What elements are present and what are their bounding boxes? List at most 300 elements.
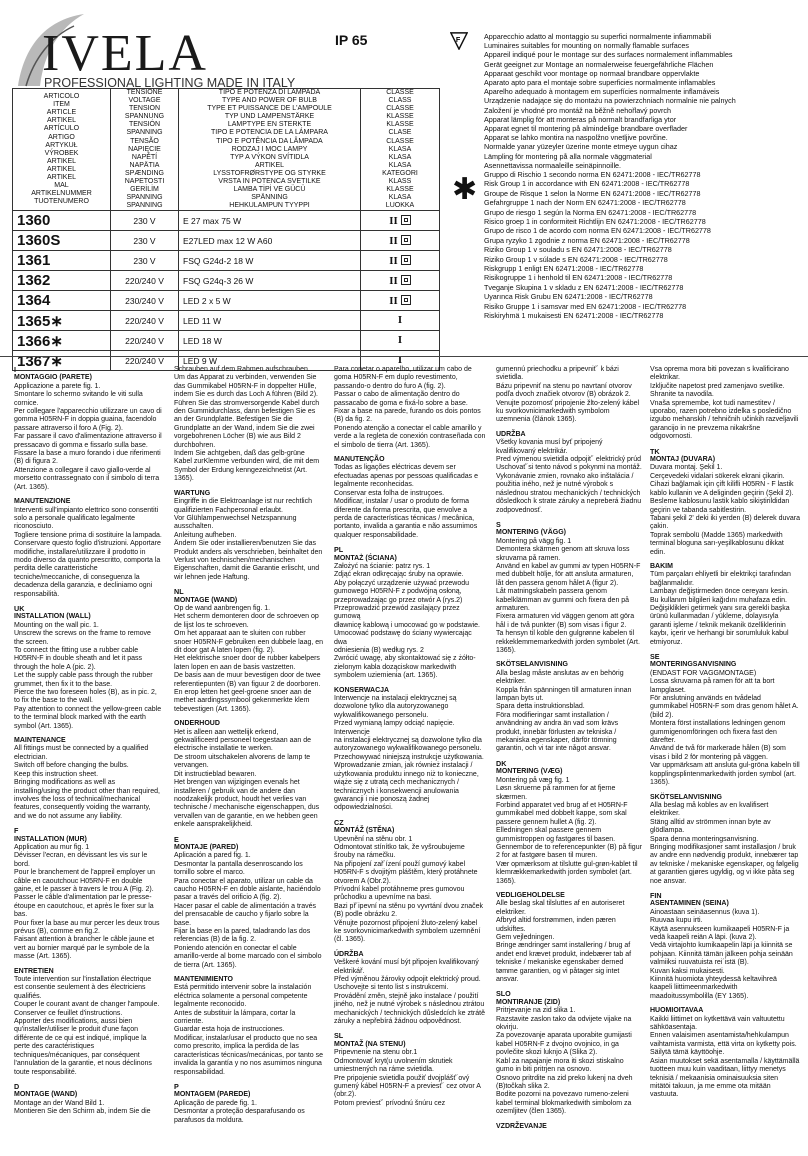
section-title: MANUTENÇÃO [334, 456, 385, 464]
class-cell: II [361, 231, 440, 251]
header-label: LAMBA TİPİ VE GÜCÜ [233, 186, 306, 194]
voltage-cell: 220/240 V [111, 311, 179, 331]
instruction-section [174, 366, 324, 484]
instruction-line: Ta hensyn til koble den gulgrønne kabelen til rekkeklemmemarkedwith jorden symbolet (Art. 1365). [496, 630, 640, 654]
section-title: MONTAGEM (PAREDE) [174, 1091, 251, 1099]
instruction-line: Aplicación a pared fig. 1. [174, 852, 251, 860]
instruction-line: Para conetar o aparelho, utilizar um cabo de goma H05RN-F em duplo revestimento, passando-o dentro do furo A (fig. 2). [334, 366, 472, 390]
class-cell: II [361, 251, 440, 271]
header-label: SPANNING [126, 194, 163, 202]
instruction-line: dławnicę kablową i umocować go w podstawie. [334, 621, 480, 629]
instruction-line: Shranite ta navodila. [650, 391, 714, 399]
instruction-line: All fittings must be connected by a qualified electrician. [14, 745, 149, 761]
mounting-note: Aparelho adequado à montagem em superfícies normalmente inflamáveis [484, 87, 720, 97]
instruction-line: Använd de två för markerade hålen (B) som visas i bild 2 för montering på väggen. [650, 745, 786, 761]
section-title: UDRŽBA [496, 430, 526, 438]
section-title: MONTAJE (PARED) [174, 843, 239, 851]
instruction-line: Bazi př´ipevní na stěnu po vyvrtání dvou značek (B) podle obrázku 2. [334, 902, 484, 919]
instruction-section [334, 456, 486, 540]
instruction-section [174, 976, 324, 1077]
header-label: CLASSE [386, 137, 414, 145]
instruction-line: Potom previesť´ prívodnú šnúru cez [334, 1099, 446, 1107]
header-label: GERİLİM [130, 186, 159, 194]
header-label: ARTICLE [46, 109, 77, 117]
instruction-line: Apporter des modifications, aussi bien qu'installer/utiliser le produit d'une façon différente de ce qui est indiqué, implique la perte des caractéristiques techniques/mécaniques, par conséquent l'annulation de la garantie, et nous déclinons toute responsabilité. [14, 1018, 152, 1076]
instruction-line: Kuvan kaksi mukaisesti. [650, 967, 725, 975]
section-title: MONTAŽ (NA STENU) [334, 1040, 406, 1048]
instruction-line: Interwencje [334, 728, 370, 736]
header-label: KATEGORI [382, 169, 418, 177]
instruction-line: Let the supply cable pass through the rubber grummet, then fix it to the base. [14, 672, 153, 688]
instruction-line: Montering på vägg fig. 1 [496, 537, 572, 545]
instruction-line: Toute intervention sur l'installation électrique est consentie seulement à des électriciens qualifiés. [14, 976, 152, 1000]
instruction-line: Bringing modifikasjoner samt installasjon / bruk av andre enn nødvendig produkt, innebærer tap av tekniske / mekaniske egenskaper, og følgelig at garantien gjøres ugyldig, og vi ikke påta seg noe ansvar. [650, 843, 799, 885]
header-label: TYPE AND POWER OF BULB [222, 97, 317, 105]
instruction-section [174, 720, 324, 829]
instruction-section [650, 794, 800, 886]
article-code: 1360S [13, 231, 111, 251]
instruction-section [334, 951, 486, 1027]
double-insulation-icon [401, 295, 411, 305]
instruction-line: Besleme kablosunu lastik kablo sikiştirildidan geçirin ve tabanda sabitlestirin. [650, 498, 790, 514]
brand-name: IVELA [42, 25, 208, 82]
instruction-line: Montage an der Wand Bild 1. [14, 1099, 105, 1107]
header-label: NAPETOSTI [124, 178, 165, 186]
risk-note: Risico groep 1 in conformiteit Richtlijn EN 62471:2008 - IEC/TR62778 [484, 217, 706, 227]
instruction-line: Za povezovanje aparata uporabite gumijasti kabel H05RN-F z dvojno ovojnico, in ga povlečite skozi luknjo A (Slika 2). [496, 1032, 632, 1057]
svg-text:F: F [455, 34, 461, 44]
risk-asterisk-icon: ✱ [452, 172, 478, 207]
instruction-line: Pour fixer la base au mur percer les deux trous prévus (B), comme en fig.2. [14, 919, 160, 935]
instruction-line: Käytä asennukseen kumikaapeli H05RN-F ja vedä kaapeli reiän A läpi. (kuva 2). [650, 925, 790, 941]
risk-note: Grupo de riesgo 1 según la Norma EN 62471:2008 - IEC/TR62778 [484, 207, 697, 217]
instruction-line: Pour le branchement de l'appreil employer un câble en caoutchouc H05RN-F en double gaine, et le passer à travers le trou A (Fig. 2). [14, 869, 156, 893]
instruction-line: Var uppmärksam att ansluta gul-gröna kabeln till kopplingsplintenmarkedwith jorden symbol (art. 1365). [650, 762, 800, 787]
class-cell: I [361, 311, 440, 331]
instruction-section [14, 827, 162, 962]
instruction-line: Kabl za napajanje mora iti skozi stiskalno gumo in biti pritrjen na osnovo. [496, 1057, 624, 1074]
risk-note: Riskgrupp 1 enligt EN 62471:2008 - IEC/TR62778 [484, 264, 644, 274]
risk-note: Riskiryhmä 1 mukaisesti EN 62471:2008 - IEC/TR62778 [484, 311, 664, 321]
section-title: ENTRETIEN [14, 967, 54, 975]
instruction-line: Montieren Sie den Schirm ab, indem Sie die [14, 1108, 151, 1116]
instruction-line: Değişiklikleri getirmek yanı sıra gerekli başka ürünü kullanmadan / yükleme, dolayısıyla garanti işleme / teknik mekanik özelliklerinin kaybı, içerir ve herhangi bir sorumluluk kabul etmiyoruz. [650, 604, 790, 646]
instruction-line: Vær opmærksom at tilslutte gul-grøn-kablet til klemrækkemarkedwith jorden symbolet (art. 1365). [496, 860, 638, 885]
instruction-line: Modificar, instalar/usar el producto que no sea como prescrito, implica la perdida de las características técnicas/mecánicas, por tanto se invalida la garantía y no nos asumimos ninguna responsabilidad. [174, 1034, 324, 1076]
instruction-line: Ennen valaisimen asentamista/hehkulampun vaihtamista varmista, että virta on kytketty pois. [650, 1032, 797, 1048]
instruction-line: Antes de substituir la lámpara, cortar la corriente. [174, 1009, 296, 1026]
header-label: TYPE ET PUISSANCE DE L'AMPOULE [207, 105, 332, 113]
instruction-line: Alla beslag må kobles av en kvalifisert elektriker. [650, 801, 769, 818]
risk-note: Groupe de Risque 1 selon la Norme EN 62471:2008 - IEC/TR62778 [484, 188, 701, 198]
risk-note: Risk Group 1 in accordance with EN 62471:2008 - IEC/TR62778 [484, 179, 690, 189]
instruction-line: Věnujte pozornost připojení žluto-zelený kabel ke svorkovnicimarkedwith symbolem uzemnění (čl. 1365). [334, 919, 481, 944]
instruction-line: Prívodní kabel protáhneme pres gumovou průchodku a upevníme na basi. [334, 885, 465, 902]
language-code: SL [334, 1031, 344, 1041]
class-cell: I [361, 331, 440, 351]
header-label: TYP UND LAMPENSTÄRKE [224, 113, 315, 121]
language-code: SLO [496, 989, 511, 999]
instruction-line: En erop letten het geel-groene snoer aan de methet aardingssymbool gekenmerkte klem tebevestigen (Art. 1365). [174, 689, 312, 713]
header-label: KLASSE [386, 186, 414, 194]
instruction-line: Lossa skruvarna på ramen för att ta bort lampglaset. [650, 678, 775, 694]
header-label: VRSTA IN POTENCA SVETILKE [218, 178, 321, 186]
instruction-line: Interventi sull'impianto elettrico sono consentiti solo a personale qualificato legalmente riconosciuto. [14, 506, 159, 531]
instruction-line: Umocować podstawę do ściany wywiercając dwa [334, 630, 472, 646]
header-label: ARTIKEL [254, 161, 285, 169]
header-label: ARTYKUŁ [45, 141, 78, 149]
header-label: TIPO E POTENZA DI LAMPADA [218, 89, 321, 96]
instruction-line: Desmontar a proteção desparafusando os parafusos da moldura. [174, 1108, 305, 1124]
instruction-line: Założyć na ścianie: patrz rys. 1 [334, 562, 431, 570]
header-label: KLASA [388, 161, 412, 169]
article-code: 1361 [13, 251, 111, 271]
language-code: PL [334, 545, 344, 555]
instruction-line: Far passare il cavo d'alimentazione attraverso il pressacavo di gomma e fissarlo sulla base. [14, 433, 162, 449]
language-code: F [14, 826, 19, 836]
mounting-note: Urządzenie nadające się do montażu na powierzchniach normalnie nie palnych [484, 96, 736, 106]
instruction-line: Pierce the two foreseen holes (B), as in pic. 2, to fix the base to the wall. [14, 689, 157, 705]
header-label: ARTIKEL [46, 117, 77, 125]
column-1 [14, 366, 162, 1123]
voltage-cell: 220/240 V [111, 271, 179, 291]
instruction-section [334, 366, 486, 450]
language-code: E [174, 834, 179, 844]
header-label: SPÄNNING [251, 194, 288, 202]
instruction-line: Przed wymianą lampy odciąć napięcie. [334, 720, 455, 728]
voltage-cell: 230 V [111, 231, 179, 251]
risk-note: Gruppo di Rischio 1 secondo norma EN 62471:2008 - IEC/TR62778 [484, 170, 701, 179]
risk-note: Riziko Group 1 v souladu s EN 62471:2008 - IEC/TR62778 [484, 245, 672, 255]
section-title: MONTERING (VÄGG) [496, 529, 566, 537]
header-label: ARTIKELNUMMER [31, 190, 92, 198]
instruction-line: Vsa oprema mora biti povezan s kvalificirano elektrikar. [650, 366, 789, 382]
instruction-line: Pred výmenou svietidla odpojiť´ elektrický prúd [496, 456, 642, 464]
instruction-line: Odmontovat stínítko tak, že vyšroubujeme šrouby na rámečku. [334, 843, 465, 860]
column-4 [496, 366, 642, 1137]
instruction-line: Säilytä tämä käyttöohje. [650, 1049, 725, 1057]
instruction-line: Aplicação de parede fig. 1. [174, 1099, 257, 1107]
instruction-line: Gem vejledningen. [496, 934, 555, 941]
instruction-line: Passer le câble d'alimentation par le presse-étoupe en caoutchouc, et après le fixer sur la bas. [14, 894, 154, 919]
lamp-cell: FSQ G24d-2 18 W [179, 251, 361, 271]
header-label: SPANNING [126, 129, 163, 137]
instruction-line: Elledningen skal passere gennem gummistroppen og fastgøres til basen. [496, 827, 616, 843]
instruction-line: Application au mur fig. 1 [14, 843, 90, 851]
header-label: HEHKULAMPUN TYYPPI [229, 202, 310, 210]
instruction-line: Fissare la base a muro forando i due riferimenti (B) di figura 2. [14, 450, 161, 466]
header-label: RODZAJ I MOC LAMPY [231, 145, 308, 153]
header-label: ARTICOLO [43, 93, 80, 101]
instruction-line: Asian muutokset sekä asentamalla / käyttämällä tuotteen muu kuin vaaditaan, liittyy menetys teknisiä / mekaanisia ominaisuuksia siten mitätöi takuun, ja me emme ota mitään vastuuta. [650, 1057, 800, 1099]
instruction-section [650, 563, 800, 647]
section-title: KONSERWACJA [334, 686, 390, 694]
section-title: MONTAŻ (ŚCIANA) [334, 554, 397, 562]
instruction-line: Uschovejte si tento list s instrukcemi. [334, 984, 449, 992]
instruction-line: Todas as ligações eléctricas devem ser efectuadas apenas por pessoas qualificadas e legalmente reconhecidas. [334, 464, 478, 489]
risk-group-notes [484, 170, 804, 321]
instruction-section [650, 366, 800, 442]
header-label: KLASS [388, 178, 412, 186]
instruction-line: Alle beslag skal tilsluttes af en autoriseret elektriker. [496, 900, 625, 916]
instruction-line: Aby połączyć urządzenie używać przewodu gumowego H05RN-F z podwójną osłoną, przeprowadzając go przez otwór A (rys.2) [334, 579, 470, 604]
instruction-line: Fijar la base en la pared, taladrando las dos referencias (B) de la fig. 2. [174, 928, 311, 944]
instruction-line: Przeprowadzić przewód zasilający przez gumową [334, 604, 460, 621]
instruction-line: Keep this instruction sheet. [14, 770, 99, 778]
lamp-cell: LED 18 W [179, 331, 361, 351]
article-code: 1367∗ [13, 351, 111, 371]
double-insulation-icon [401, 235, 411, 245]
lamp-cell: LED 11 W [179, 311, 361, 331]
instruction-line: För anslutning används en tvådelad gummikabel H05RN-F som dras genom hålet A. (bild 2). [650, 695, 799, 719]
instruction-line: Per collegare l'apparecchio utilizzare un cavo di gomma H05RN-F in doppia guaina, facendolo passare attraverso il foro A (Fig. 2). [14, 408, 162, 432]
table-row [13, 311, 440, 331]
header-label: VOLTAGE [128, 97, 161, 105]
header-label: ITEM [53, 101, 70, 109]
instruction-section [14, 968, 162, 1077]
table-row [13, 271, 440, 291]
header-label: MAL [54, 182, 69, 190]
instruction-section [496, 1123, 642, 1131]
instruction-line: Tabani şekil 2' deki iki yerden (B) delerek duvara çakin. [650, 514, 800, 531]
language-code: I [14, 365, 16, 374]
instruction-section [14, 1083, 162, 1117]
instruction-line: Desmontar la pantalla desenroscando los tornillo sobre el marco. [174, 860, 303, 877]
instruction-line: Montera först installations ledningen genom gummigenomföringen och fixera fast den därefter. [650, 720, 786, 745]
article-code: 1360 [13, 211, 111, 231]
instruction-line: Para conectar el aparato, utilizar un cable da caucho H05RN-F en doble aislante, haciéndolo pasar a través del orificio A (fig. 2). [174, 877, 321, 902]
instruction-line: Använd en kabel av gummi av typen H05RN-F med dubbelt hölje, för att ansluta armaturen, låt den passera genom hålet A (figur 2). [496, 562, 641, 587]
language-code: TK [650, 446, 660, 456]
instruction-line: Odmontovať kryt(u uvolnením skrutiek umiestnených na ráme svietidla. [334, 1057, 453, 1074]
header-label: ARTÍCULO [43, 125, 80, 133]
header-label: KLASSE [386, 113, 414, 121]
instruction-line: Izključite napetost pred zamenjavo svetilke. [650, 382, 785, 390]
risk-asterisk-icon: ∗ [50, 332, 63, 350]
instruction-line: na instalacji elektrycznej są dozwolone tylko dla [334, 737, 482, 745]
instruction-section [174, 836, 324, 971]
instruction-line: Conserver ce feuillet d'instructions. [14, 1009, 123, 1017]
instruction-section [14, 737, 162, 821]
mounting-note: Apparat egnet til montering på almindelige brandbare overflader [484, 124, 688, 134]
header-label: TUOTENUMERO [34, 198, 89, 206]
instruction-line: Všetky kovania musí byť pripojený kvalifikovaný elektrikár. [496, 439, 603, 455]
voltage-cell: 220/240 V [111, 351, 179, 371]
mounting-note: Asennettavissa normaaleille seinäpinnoille. [484, 160, 622, 170]
section-title: WARTUNG [174, 489, 211, 497]
table-row [13, 291, 440, 311]
instruction-section [14, 605, 162, 731]
risk-note: Grupa ryzyko 1 zgodnie z norma EN 62471:2008 - IEC/TR62778 [484, 235, 690, 245]
instruction-line: gumennú priechodku a pripevniť´ k bázi svietidla. [496, 366, 619, 382]
header-label: KLASSE [386, 121, 414, 129]
instruction-line: Poniendo atención en conectar el cable amarillo-verde al borne marcado con el simbolo de tierra (Art. 1365). [174, 944, 322, 969]
instruction-line: Bu kullanım bilgileri kağıdını muhafaza edin. [650, 596, 787, 604]
language-code: P [174, 1081, 179, 1091]
instruction-line: Spara denna monteringsanvisning. [650, 835, 759, 843]
language-code: FIN [650, 890, 662, 900]
article-code: 1366∗ [13, 331, 111, 351]
instruction-line: Vykonávanie zmien, rovnako ako inštalácia / použitia iného, než je nutné výrobok s následnou stratou mechanických / technických dôsledkoch k strate záruky a nepreberá žiadnu zodpovednosť. [496, 472, 642, 514]
header-article [13, 89, 111, 211]
table-row [13, 211, 440, 231]
header-lamp [179, 89, 361, 211]
instruction-line: Gennembor de to referencepunkter (B) på figur 2 for at fastgøre basen til muren. [496, 843, 642, 860]
instruction-line: Passar o cabo de alimentação dentro do passacabo de goma e fixá-lo sobre a base. [334, 391, 468, 407]
mounting-note: Luminaires suitables for mounting on normally flamable surfaces [484, 41, 689, 51]
instruction-line: Het scherm demonteren door de schroeven op de lijst los te schroeven. [174, 613, 319, 629]
header-label: SPANNUNG [124, 113, 165, 121]
header-label: ARTIKEL [46, 173, 77, 181]
section-title: INSTALLATION (MUR) [14, 835, 87, 843]
divider [0, 356, 808, 357]
risk-note: Risiko Gruppe 1 i samsvar med EN 62471:2008 - IEC/TR62778 [484, 301, 687, 311]
instruction-line: Pre pripojenie svietidla použiť dvojplášť´ový gumený kábel H05RN-F a previesť´ cez otvor A (obr.2). [334, 1074, 481, 1099]
section-title: MONTIRANJE (ZID) [496, 998, 561, 1006]
instruction-line: Um das Apparat zu verbinden, verwenden Sie das Gummikabel H05RN-F in doppelter Hülle, indem Sie es durch das Loch A führen (Bild 2). Führen Sie das stromversorgende Kabel durch den Gummidurchlass, dann befestigen Sie es an der Grundplatte. Befestigen Sie die Grundplatte an der Wand, indem Sie die zwei vorgebohrenen Löcher (B) wie aus Bild 2 durchbohren. [174, 374, 320, 449]
instruction-section [174, 1083, 324, 1125]
instruction-line: Bázu pripevniť na stenu po navrtaní otvorov podľa dvoch značiek otvorov (B) obrázok 2. [496, 382, 632, 399]
section-title: VEDLIGEHOLDELSE [496, 891, 565, 899]
mounting-note: Založení je vhodné pro montáž na běžně nehořlavý povrch [484, 105, 671, 115]
instruction-line: De stroom uitschakelen alvorens de lamp te vervangen. [174, 753, 311, 770]
header-label: LYSSTOFRØRSTYPE OG STYRKE [213, 169, 326, 177]
class-cell: II [361, 271, 440, 291]
article-code: 1362 [13, 271, 111, 291]
instruction-line: Løsn skruerne på rammen for at fjerne skærmen. [496, 785, 616, 801]
instruction-section [650, 448, 800, 557]
instruction-line: Låt matningskabeln passera genom kabelklämman av gummi och fixera den på armaturen. [496, 588, 630, 612]
instruction-line: Vnaša spremembe, kot tudi namestitev / uporabo, razen potrebno izdelka s posledično izgubo mehanskih / tehničnih učinkih razveljavili garancijo in ne prevzema nikakršne odgovornosti. [650, 399, 799, 441]
lamp-cell: FSQ G24q-3 26 W [179, 271, 361, 291]
mounting-note: Appareil indiqué pour le montage sur des surfaces normalement inflammables [484, 50, 733, 60]
instruction-section [334, 687, 486, 813]
mounting-note: Apparecchio adatto al montaggio su superfici normalmente infiammabili [484, 32, 712, 41]
instruction-line: Está permitido intervenir sobre la instalación eléctrica solamente a personal competente legalmente reconocido. [174, 984, 312, 1009]
instruction-line: Bringing modifications as well as installing/using the product other than required, involves the loss of technical/mechanical features, consequently voiding the warranty, and we do not assume any liability. [14, 779, 160, 820]
section-title: ÚDRŽBA [334, 950, 364, 958]
instruction-line: To connect the fitting use a rubber cable H05RN-F in double sheath and let it pass through the hole A (pic. 2). [14, 647, 143, 671]
instruction-line: Switch off before changing the bulbs. [14, 762, 129, 770]
instruction-line: Dévisser l'ecran, en dévissant les vis sur le bord. [14, 852, 148, 868]
column-3 [334, 366, 486, 1114]
double-insulation-icon [401, 275, 411, 285]
header-label: ARTIGO [48, 133, 75, 141]
instruction-line: Bodite pozorni na povezavo rumeno-zeleni kabel terminal blokmarkedwith simbolom za ozemljitev (člen 1365). [496, 1091, 632, 1116]
section-title: MANUTENZIONE [14, 498, 71, 506]
mounting-note: Lämpling för montering på alla normale väggmaterial [484, 151, 652, 161]
instruction-line: (ENDAST FOR VAGGMONTAGE) [650, 669, 757, 677]
mounting-note: Aparato apto para el montaje sobre superficies normalmente inflamables [484, 78, 716, 88]
instruction-line: Guardar esta hoja de instrucciones. [174, 1026, 285, 1034]
section-title: VZDRŽEVANJE [496, 1122, 547, 1130]
instruction-line: Montering på væg fig. 1 [496, 776, 570, 784]
instruction-line: Applicazione a parete fig. 1. [14, 382, 101, 390]
instruction-section [496, 431, 642, 515]
header-label: LAMPTYPE EN STERKTE [227, 121, 312, 129]
instruction-line: De basis aan de muur bevestigen door de twee referentiepunten (B) van figuur 2 de doorboren. [174, 672, 321, 688]
section-title: MANTENIMIENTO [174, 976, 233, 984]
header-label: TENSIÓN [128, 121, 161, 129]
mounting-note: Gerät geeignet zur Montage an normalerweise feuergefährliche Flächen [484, 59, 714, 69]
section-title: MONTERINGSANVISNING [650, 661, 737, 669]
voltage-cell: 220/240 V [111, 331, 179, 351]
instruction-line: Demontera skärmen genom att skruva loss skruvarna på ramen. [496, 546, 630, 562]
instruction-line: Pay attention to connect the yellow-green cable to the terminal block marked with the earth symbol (Art. 1365). [14, 705, 162, 730]
instruction-line: Před výměnou žárovky odpojit elektrický proud. [334, 976, 481, 984]
instruction-line: Eingriffe in die Elektroanlage ist nur rechtlich qualifizierten Fachpersonal erlaubt. [174, 498, 313, 514]
instruction-line: Zdjąć ekran odkręcając śruby na oprawie. [334, 571, 464, 579]
instruction-line: Het brengen van wijzigingen evenals het installeren / gebruik van de andere dan noodzakelijk product, houdt het verlies van technische / mechanische eigenschappen, dus vervallen van de garantie, en we hebben geen enkele aansprakelijkheid. [174, 779, 320, 829]
instruction-line: Veškeré kování musí být připojen kvalifikovaný elektrikář. [334, 959, 479, 975]
header-label: TENSIONE [126, 89, 163, 96]
instruction-section [496, 892, 642, 984]
mounting-note: Apparat se lahko montira na naspolžno vnetljive povrčine. [484, 133, 668, 143]
instruction-section [650, 892, 800, 1001]
instruction-line: Cerçevedeki vidalari sökerek ekrani çikarin. [650, 472, 785, 480]
instruction-section [496, 990, 642, 1116]
instruction-line: Ändern Sie oder installieren/benutzen Sie das Produkt anders als verschrieben, beinhaltet den Verlust von technischen/mechanischen Eigenschaften, damit die Garantie erlischt, und wir lehnen jede Haftung. [174, 540, 323, 581]
header-label: TYP A VÝKON SVÍTIDLA [230, 153, 309, 161]
instruction-line: autoryzowanego wykwalifikowanego personelu. [334, 745, 482, 753]
instruction-line: Pritrjevanje na zid slika 1. [496, 1007, 576, 1015]
column-5 [650, 366, 800, 1106]
instruction-line: Zwrócić uwagę, aby skontaktować się z żółto-zielonym kabla doząciskow markedwith symbolem uziemienia (art. 1365). [334, 655, 476, 680]
table-row [13, 251, 440, 271]
section-title: BAKIM [650, 562, 673, 570]
risk-asterisk-icon: ∗ [50, 312, 63, 330]
class-cell: II [361, 291, 440, 311]
instruction-line: Conservar esta folha de instruçoes. [334, 489, 445, 497]
language-code: CZ [334, 817, 344, 827]
voltage-cell: 230/240 V [111, 291, 179, 311]
section-title: MAINTENANCE [14, 737, 66, 745]
ip-rating: IP 65 [335, 32, 368, 48]
instruction-line: Togliere tensione prima di sostituire la lampada. [14, 531, 162, 539]
section-title: MONTAGGIO (PARETE) [14, 374, 92, 382]
instruction-line: Fixar a base na parede, furando os dois pontos (B) da fig. 2. [334, 408, 481, 424]
language-code: DK [496, 758, 507, 768]
risk-asterisk-icon: ∗ [50, 352, 63, 370]
instruction-line: Lambayı değiştirmeden önce cereyanı kesin. [650, 588, 789, 596]
mounting-note: Apparat lämplig för att monteras på normalt brandfarliga ytor [484, 114, 677, 124]
instruction-line: Conservare questo foglio d'istruzioni. Apportare modifiche, installare/utilizzare il prodotto in modo diverso da quanto prescritto, comporta la perdita delle caratteristiche tecniche/meccaniche, di conseguenza la decadenza della garanzia, e decliniamo ogni responsabilità. [14, 540, 161, 598]
instruction-section [496, 521, 642, 656]
mounting-note: Apparaat geschikt voor montage op normaal brandbare oppervlakte [484, 68, 700, 78]
spec-table-header [13, 89, 440, 211]
risk-note: Riziko Group 1 v súlade s EN 62471:2008 - IEC/TR62778 [484, 254, 668, 264]
instruction-line: Toprak sembolü (Madde 1365) markedwith terminal bloguna sarı-yeşilkablosunu dikkat edin. [650, 531, 784, 556]
header-voltage [111, 89, 179, 211]
instruction-line: Vedä virtajohto kumikaapelin läpi ja kiinnitä se pohjaan. Kiinnitä tämän jälkeen pohja seinään valmiiksi ruuvatuista rei´istä (B). [650, 942, 793, 967]
mounting-note: Normalde yanar yüzeyler üzerine monte etmeye uygun cihaz [484, 142, 678, 152]
instruction-section [650, 653, 800, 788]
header-label: TIPO E POTÊNCIA DA LÂMPADA [216, 137, 323, 145]
instruction-section [334, 546, 486, 681]
header-label: NAPÄTIA [129, 161, 160, 169]
instruction-line: Upevnění na stěnu obr. 1 [334, 835, 413, 843]
instruction-line: Ainoastaan seinäasennus (kuva 1). [650, 908, 760, 916]
lamp-cell: LED 2 x 5 W [179, 291, 361, 311]
double-insulation-icon [401, 215, 411, 225]
instruction-section [174, 490, 324, 582]
instruction-line: Fixera armaturen vid väggen genom att göra hål i de två punkter (B) som visas i figur 2. [496, 613, 635, 629]
instruction-section [14, 498, 162, 599]
instruction-line: Unscrew the screws on the frame to remove the screen. [14, 630, 151, 646]
instruction-line: Afbryd altid forstrømmen, inden pæren udskiftes. [496, 917, 616, 933]
instruction-line: Ponendo atenção a conectar el cable amarillo y verde a la regleta de conexión contraseñada con el simbolo de tierra (Art. 1365). [334, 424, 486, 449]
instruction-line: Dit instructieblad bewaren. [174, 770, 257, 778]
